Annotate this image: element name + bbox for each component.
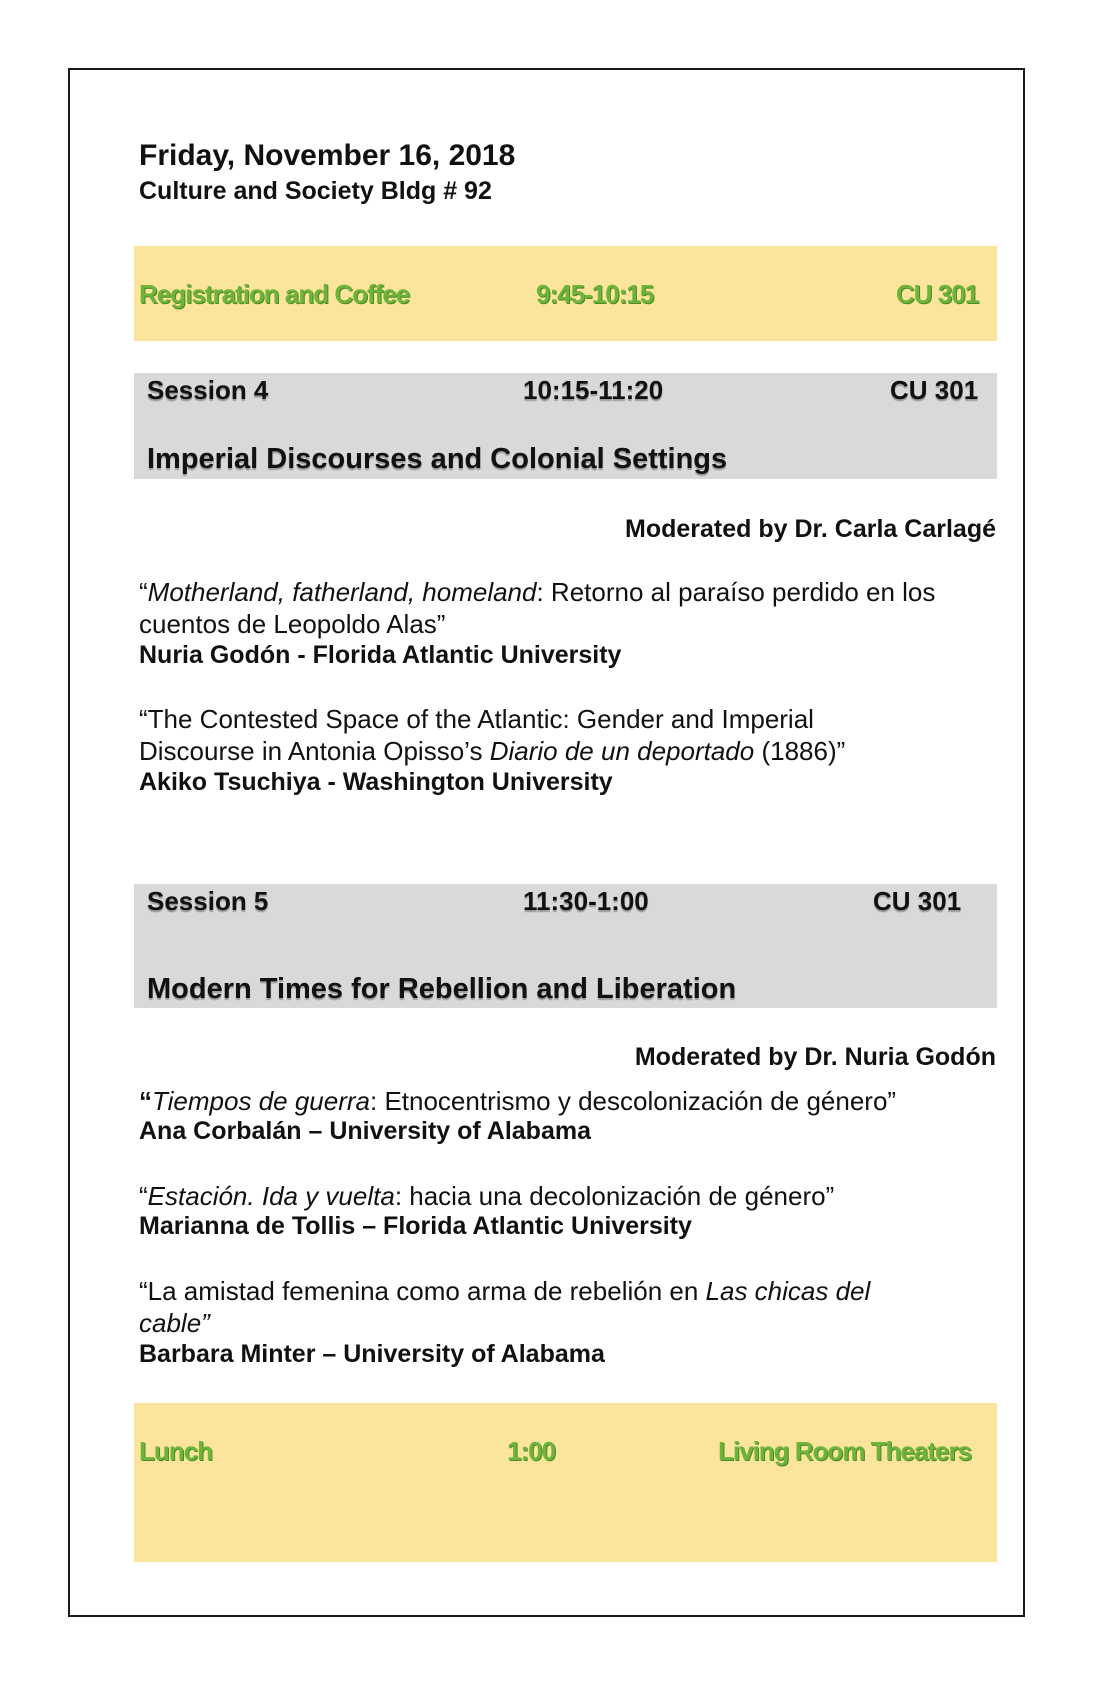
session4-paper-1-title [139, 576, 999, 640]
paper-title-italic: Las chicas del cable” [139, 1276, 871, 1338]
session5-time: 11:30-1:00 [523, 886, 649, 916]
session4-paper-1-author: Nuria Godón - Florida Atlantic University [139, 641, 622, 669]
session5-room: CU 301 [873, 886, 962, 916]
event-date: Friday, November 16, 2018 [139, 139, 516, 172]
session5-paper-1-title [139, 1085, 999, 1117]
lunch-place: Living Room Theaters [718, 1436, 972, 1466]
session5-paper-2-author: Marianna de Tollis – Florida Atlantic University [139, 1212, 692, 1240]
session5-paper-1-author: Ana Corbalán – University of Alabama [139, 1117, 591, 1145]
paper-title-rest: (1886)” [754, 736, 846, 766]
paper-title-italic: Tiempos de guerra [152, 1086, 370, 1116]
paper-title-rest: : hacia una decolonización de género” [394, 1181, 835, 1211]
session4-label: Session 4 [147, 375, 269, 405]
lunch-time: 1:00 [507, 1436, 556, 1466]
session5-paper-3-title [139, 1275, 939, 1339]
paper-title-open: “The Contested Space of the Atlantic: Gender and Imperial Discourse in Antonia Opisso’s [139, 704, 814, 766]
event-building: Culture and Society Bldg # 92 [139, 177, 492, 205]
paper-title-italic: Diario de un deportado [489, 736, 755, 766]
session5-moderator: Moderated by Dr. Nuria Godón [634, 1043, 996, 1071]
session4-moderator: Moderated by Dr. Carla Carlagé [625, 515, 996, 543]
paper-title-italic: Motherland, fatherland, homeland [147, 577, 537, 607]
session5-title: Modern Times for Rebellion and Liberation [147, 973, 737, 1005]
registration-time: 9:45-10:15 [536, 279, 654, 309]
session5-paper-2-title [139, 1180, 999, 1212]
paper-title-open: “La amistad femenina como arma de rebelión en [139, 1276, 706, 1306]
paper-title-open: “ [139, 1181, 148, 1211]
paper-title-italic: Estación. Ida y vuelta [147, 1181, 395, 1211]
paper-title-open: “ [139, 1086, 152, 1116]
registration-room: CU 301 [896, 279, 979, 309]
session4-paper-2-title [139, 703, 899, 767]
session4-time: 10:15-11:20 [523, 375, 664, 405]
registration-label: Registration and Coffee [139, 279, 410, 309]
session4-title: Imperial Discourses and Colonial Settings [147, 443, 728, 475]
session4-paper-2-author: Akiko Tsuchiya - Washington University [139, 768, 613, 796]
lunch-label: Lunch [139, 1436, 212, 1466]
session5-label: Session 5 [147, 886, 269, 916]
session4-room: CU 301 [890, 375, 979, 405]
lunch-band [134, 1403, 997, 1562]
paper-title-rest: : Retorno al paraíso perdido en los cuentos de Leopoldo Alas” [139, 577, 936, 639]
session5-paper-3-author: Barbara Minter – University of Alabama [139, 1340, 605, 1368]
paper-title-rest: : Etnocentrismo y descolonización de género” [370, 1086, 897, 1116]
paper-title-open: “ [139, 577, 148, 607]
